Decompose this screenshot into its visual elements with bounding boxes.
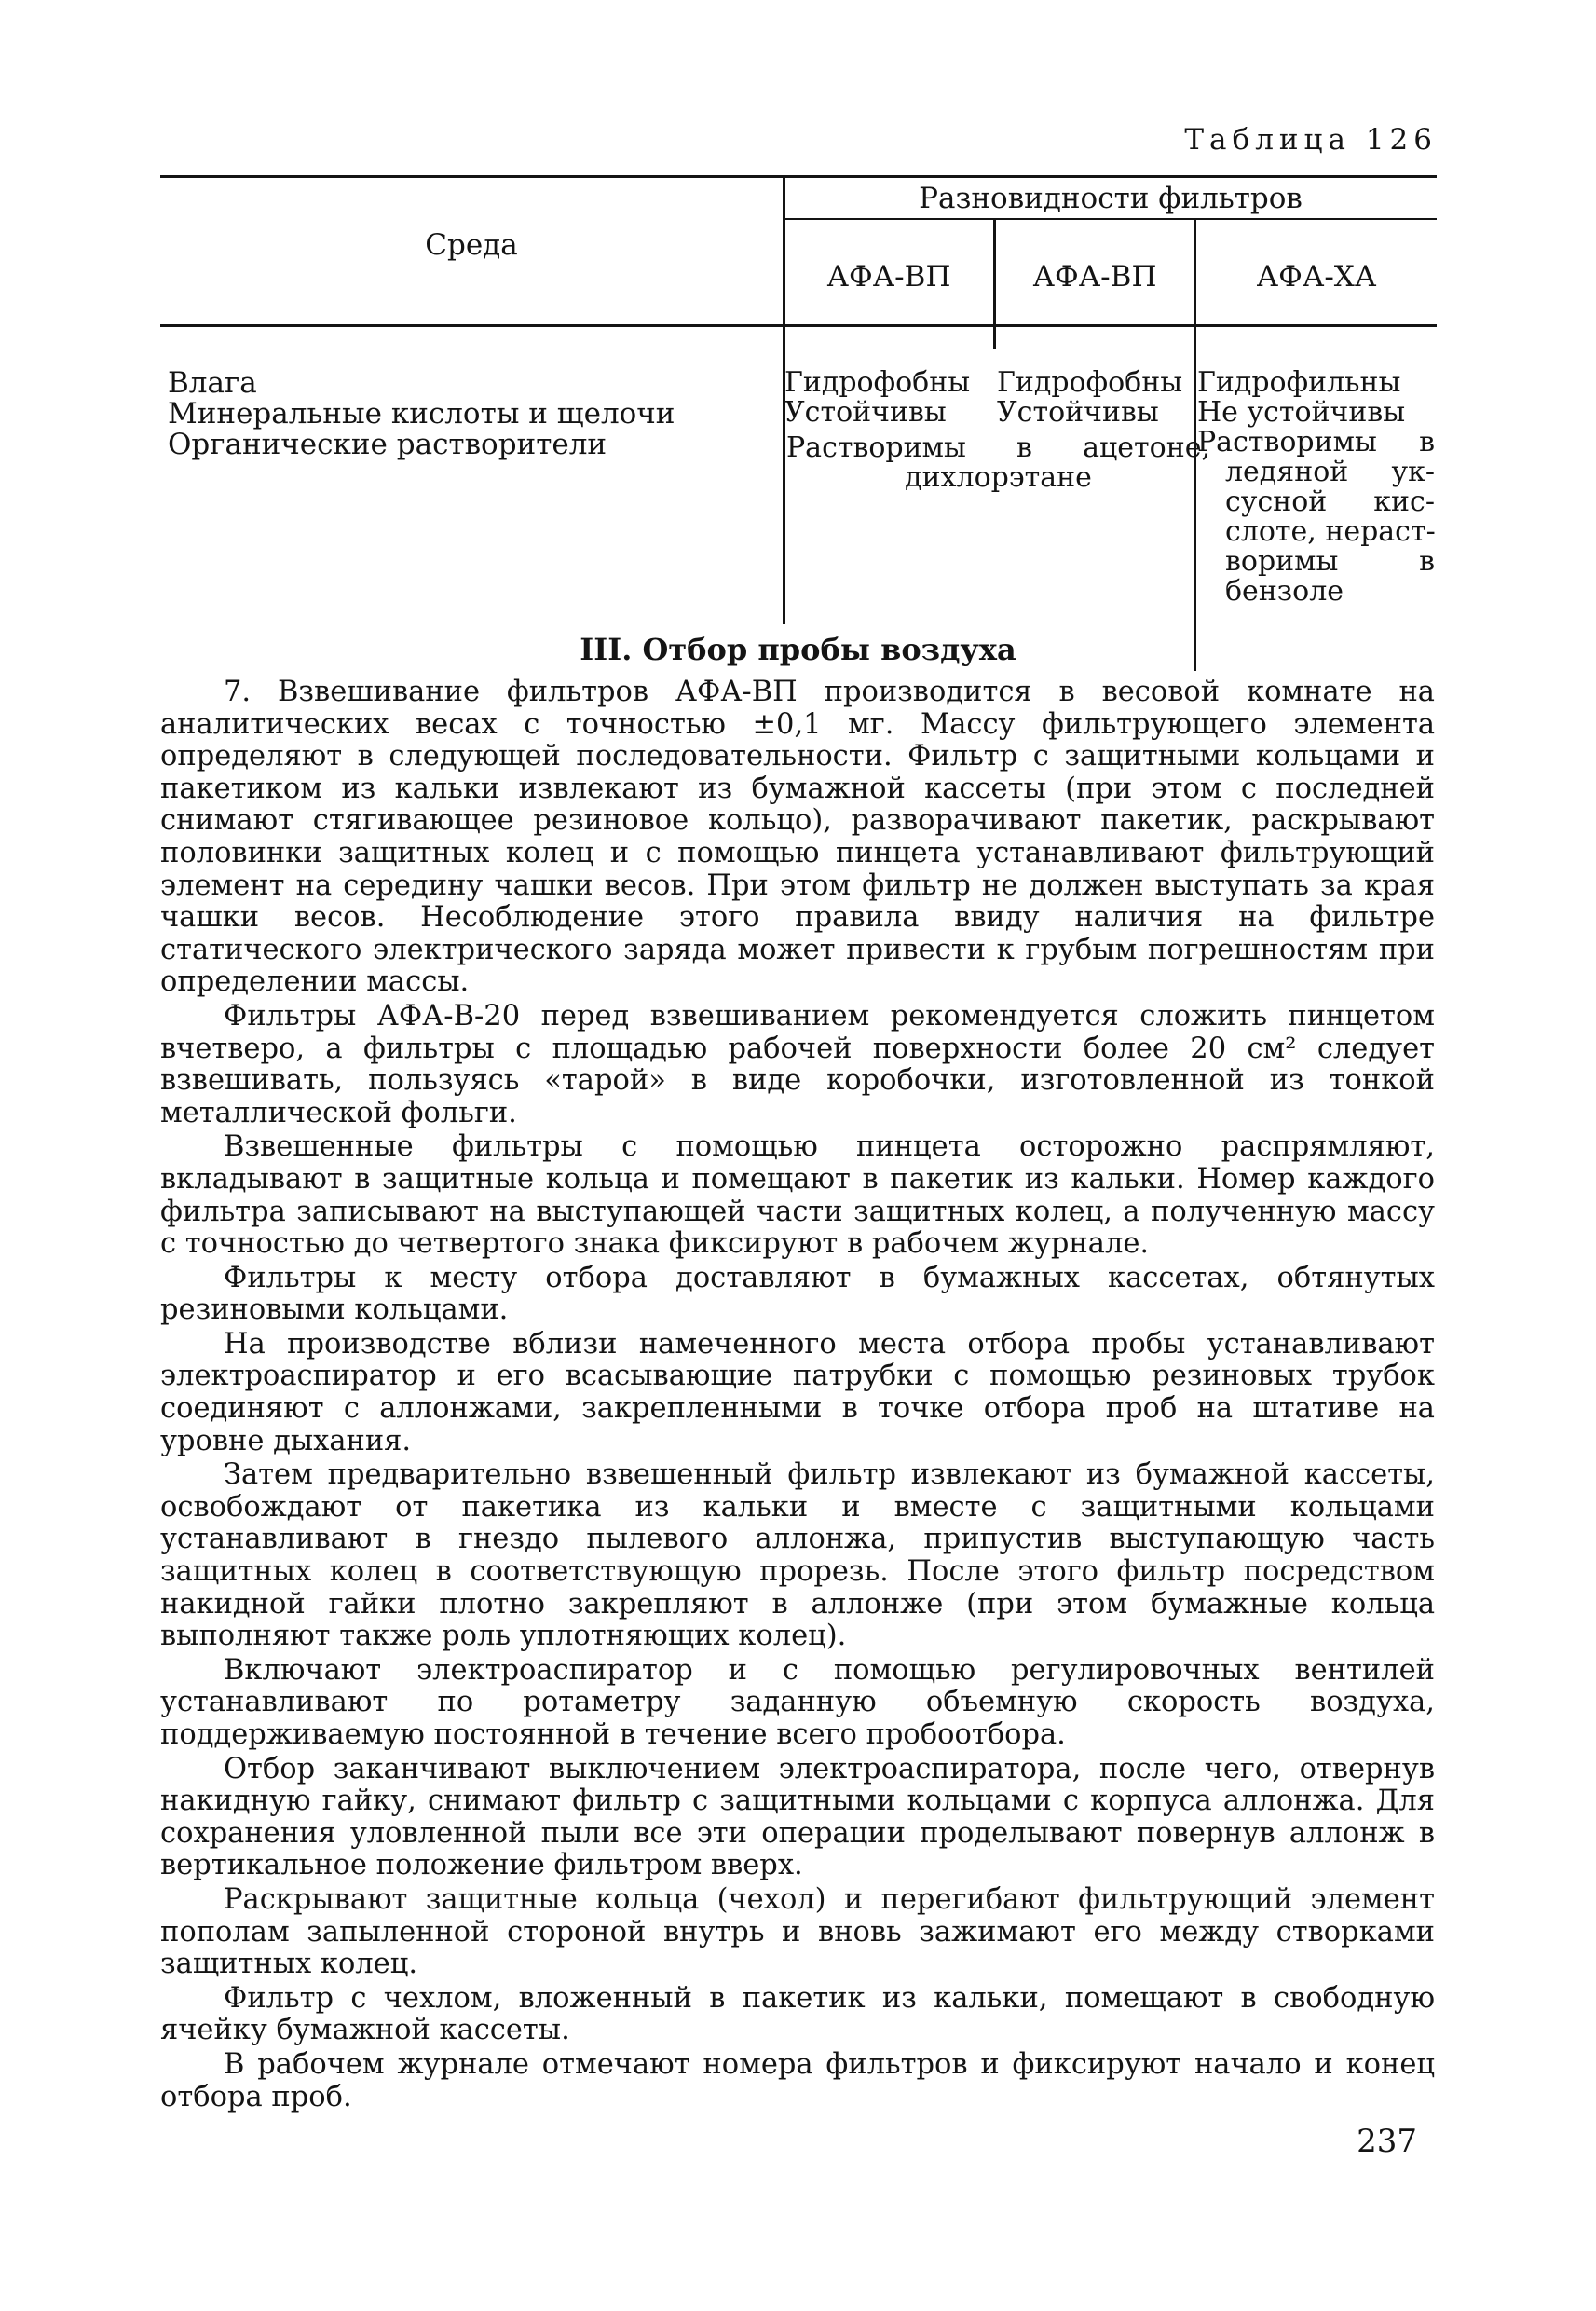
col12-solvents-line1: Растворимы в ацетоне, xyxy=(786,431,1210,464)
table-caption: Таблица 126 xyxy=(1184,123,1438,157)
header-group-rule xyxy=(784,218,1437,220)
header-bottom-rule xyxy=(160,324,1437,327)
col3-line-7: воримы в xyxy=(1225,545,1435,578)
paragraph-7: Включают электроаспиратор и с помощью регулировочных вентилей устанавливают по ротаметру заданную объемную скорость воздуха, поддерживаемую постоянной в течение всего пробоотбора. xyxy=(160,1653,1435,1751)
section-title: III. Отбор пробы воздуха xyxy=(580,632,1016,667)
header-env: Среда xyxy=(425,228,518,262)
col3-line-1: Гидрофильны xyxy=(1197,366,1401,399)
col3-line-6: слоте, нераст- xyxy=(1225,515,1436,548)
header-col-2: АФА-ВП xyxy=(1032,260,1157,294)
header-filter-types: Разновидности фильтров xyxy=(919,182,1303,215)
col3-values xyxy=(1197,368,1435,607)
col2-moisture: Гидрофобны xyxy=(997,366,1183,399)
filter-table xyxy=(160,175,1437,622)
paragraph-10: Фильтр с чехлом, вложенный в пакетик из кальки, помещают в свободную ячейку бумажной кассеты. xyxy=(160,1981,1435,2047)
env-row-moisture: Влага xyxy=(168,366,257,400)
paragraph-11: В рабочем журнале отмечают номера фильтров и фиксируют начало и конец отбора проб. xyxy=(160,2047,1435,2113)
col1-acids: Устойчивы xyxy=(784,396,947,429)
body-text xyxy=(160,677,1435,2115)
paragraph-6: Затем предварительно взвешенный фильтр извлекают из бумажной кассеты, освобождают от пакетика из кальки и вместе с защитными кольцами устанавливают в гнездо пылевого аллонжа, припустив выступающую часть защитных колец в соответствующую прорезь. После этого фильтр посредством накидной гайки плотно закрепляют в аллонже (при этом бумажные кольца выполняют также роль уплотняющих колец). xyxy=(160,1458,1435,1653)
paragraph-3: Взвешенные фильтры с помощью пинцета осторожно распрямляют, вкладывают в защитные кольца и помещают в пакетик из кальки. Номер каждого фильтра записывают на выступающей части защитных колец, а полученную массу с точностью до четвертого знака фиксируют в рабочем журнале. xyxy=(160,1130,1435,1261)
col12-solvents xyxy=(786,433,1210,493)
paragraph-2: Фильтры АФА-В-20 перед взвешиванием рекомендуется сложить пинцетом вчетверо, а фильтры с площадью рабочей поверхности более 20 см² следует взвешивать, пользуясь «тарой» в виде коробочки, изготовленной из тонкой металлической фольги. xyxy=(160,999,1435,1129)
header-col-1: АФА-ВП xyxy=(826,260,951,294)
env-row-acids: Минеральные кислоты и щелочи xyxy=(168,397,675,431)
paragraph-8: Отбор заканчивают выключением электроаспиратора, после чего, отвернув накидную гайку, снимают фильтр с защитными кольцами с корпуса аллонжа. Для сохранения уловленной пыли все эти операции проделывают повернув аллонж в вертикальное положение фильтром вверх. xyxy=(160,1752,1435,1882)
paragraph-9: Раскрывают защитные кольца (чехол) и перегибают фильтрующий элемент пополам запыленной стороной внутрь и вновь зажимают его между створками защитных колец. xyxy=(160,1882,1435,1981)
col1-values xyxy=(784,368,994,428)
col3-line-8: бензоле xyxy=(1225,575,1344,608)
col3-line-4: ледяной ук- xyxy=(1225,456,1435,488)
env-column xyxy=(168,368,773,460)
col3-line-5: сусной кис- xyxy=(1225,485,1435,518)
page-number: 237 xyxy=(1357,2123,1417,2160)
header-col-3: АФА-ХА xyxy=(1256,260,1377,294)
env-row-solvents: Органические растворители xyxy=(168,428,607,461)
col12-solvents-line2: дихлорэтане xyxy=(905,461,1092,494)
col3-line-3: Растворимы в xyxy=(1197,426,1435,458)
col2-acids: Устойчивы xyxy=(997,396,1159,429)
col3-line-2: Не устойчивы xyxy=(1197,396,1406,429)
col2-values xyxy=(997,368,1209,428)
table-top-rule xyxy=(160,175,1437,178)
paragraph-5: На производстве вблизи намеченного места отбора пробы устанавливают электроаспиратор и его всасывающие патрубки с помощью резиновых трубок соединяют с аллонжами, закрепленными в точке отбора проб на штативе на уровне дыхания. xyxy=(160,1327,1435,1457)
paragraph-1: 7. Взвешивание фильтров АФА-ВП производится в весовой комнате на аналитических весах с точностью ±0,1 мг. Массу фильтрующего элемента определяют в следующей последовательности. Фильтр с защитными кольцами и пакетиком из кальки извлекают из бумажной кассеты (при этом с последней снимают стягивающее резиновое кольцо), разворачивают пакетик, раскрывают половинки защитных колец и с помощью пинцета устанавливают фильтрующий элемент на середину чашки весов. При этом фильтр не должен выступать за края чашки весов. Несоблюдение этого правила ввиду наличия на фильтре статического электрического заряда может привести к грубым погрешностям при определении массы. xyxy=(160,676,1435,999)
col1-moisture: Гидрофобны xyxy=(784,366,971,399)
paragraph-4: Фильтры к месту отбора доставляют в бумажных кассетах, обтянутых резиновыми кольцами. xyxy=(160,1261,1435,1327)
